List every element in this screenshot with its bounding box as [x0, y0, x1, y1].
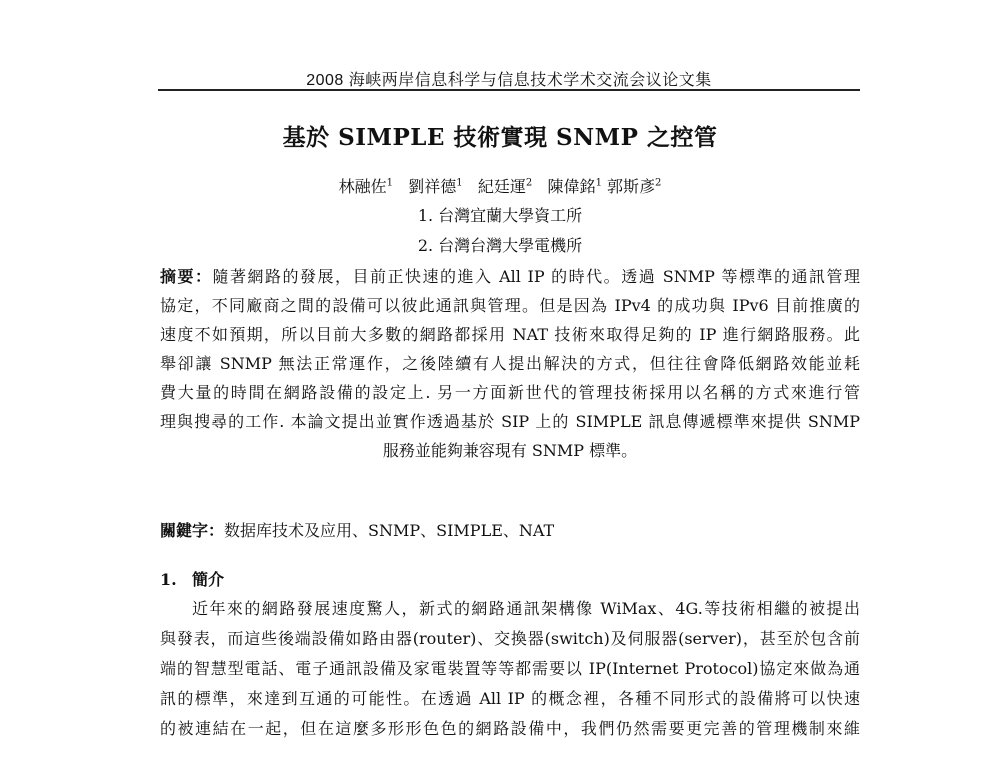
abstract-line: 費大量的時間在網路設備的設定上. 另一方面新世代的管理技術採用以名稱的方式來進行管: [160, 383, 860, 402]
author: 林融佐$^1$: [338, 177, 393, 196]
author: 陳偉銘$^1$: [547, 177, 602, 196]
abstract-line: 服務並能夠兼容現有 SNMP 標準。: [382, 441, 638, 460]
abstract-line: 摘要：隨著網路的發展，目前正快速的進入 All IP 的時代。透過 SNMP 等標準的通訊管理: [160, 267, 860, 286]
body-line: 與發表，而這些後端設備如路由器(router)、交換器(switch)及伺服器(server)，甚至於包含前: [160, 629, 860, 648]
body-line: 訊的標準，來達到互通的可能性。在透過 All IP 的概念裡，各種不同形式的設備將可以快速: [160, 689, 860, 708]
keywords: 關鍵字：数据库技术及应用、SNMP、SIMPLE、NAT: [160, 521, 555, 540]
abstract-line: 理與搜尋的工作. 本論文提出並實作透過基於 SIP 上的 SIMPLE 訊息傳遞標準來提供 SNMP: [160, 412, 860, 431]
keywords-text: 数据库技术及应用、SNMP、SIMPLE、NAT: [224, 521, 555, 540]
abstract-label: 摘要：: [160, 267, 213, 286]
running-header: [158, 63, 860, 93]
section-number: 1.: [160, 570, 177, 589]
body-line: 近年來的網路發展速度驚人，新式的網路通訊架構像 WiMax、4G.等技術相繼的被提出: [192, 599, 860, 618]
body-line: 的被連結在一起，但在這麼多形形色色的網路設備中，我們仍然需要更完善的管理機制來維: [160, 719, 860, 738]
author-list: [0, 174, 1000, 197]
body-line: 端的智慧型電話、電子通訊設備及家電裝置等等都需要以 IP(Internet Protocol)協定來做為通: [160, 659, 860, 678]
section-title: 簡介: [192, 570, 225, 589]
abstract-line: 速度不如預期，所以目前大多數的網路都採用 NAT 技術來取得足夠的 IP 進行網路服務。此: [160, 325, 860, 344]
affiliation-1: 1. 台灣宜蘭大學資工所: [417, 206, 583, 225]
abstract: [160, 262, 860, 465]
abstract-line: 協定，不同廠商之間的設備可以彼此通訊與管理。但是因為 IPv4 的成功與 IPv6 目前推廣的: [160, 296, 860, 315]
author: 紀廷運$^2$: [477, 177, 533, 196]
header-rule: [158, 89, 860, 91]
keywords-label: 關鍵字: [160, 521, 209, 540]
section-heading: [160, 567, 224, 590]
header-title: 2008 海峡两岸信息科学与信息技术学术交流会议论文集: [306, 72, 712, 89]
section-body: [160, 594, 860, 744]
affiliation-2: 2. 台灣台灣大學電機所: [417, 236, 583, 255]
author: 郭斯彥$^2$: [607, 177, 662, 196]
paper-title: 基於 SIMPLE 技術實現 SNMP 之控管: [282, 124, 718, 151]
abstract-line: 舉卻讓 SNMP 無法正常運作，之後陸續有人提出解決的方式，但往往會降低網路效能並耗: [160, 354, 860, 373]
author: 劉祥德$^1$: [408, 177, 463, 196]
